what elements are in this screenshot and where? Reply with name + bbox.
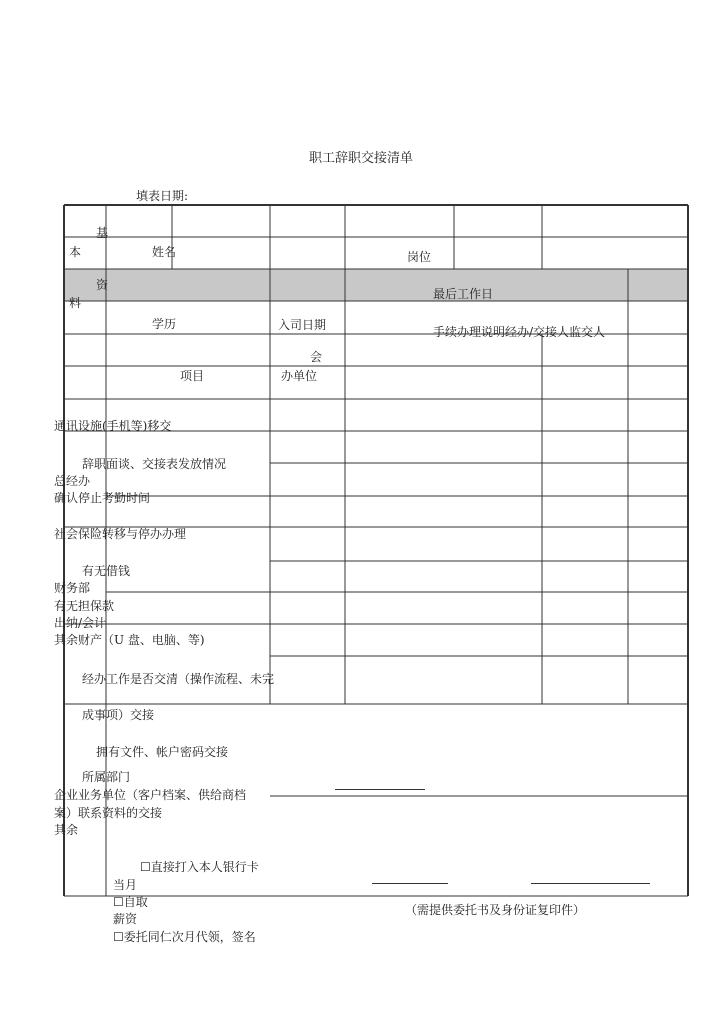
row-attendance: 确认停止考勤时间 [54,491,151,505]
label-ben: 本 [69,245,82,259]
label-zi: 资 [96,278,109,292]
label-liao: 料 [69,296,82,310]
label-education: 学历 [152,317,177,331]
row-guarantee: 有无担保款 [54,599,115,613]
procedure-header: 手续办理说明经办/交接人监交人 [433,325,606,339]
label-item: 项目 [180,369,205,383]
signature-line [335,789,425,790]
row-enterprise-1: 企业业务单位（客户档案、供给商档 [54,788,247,802]
page-title: 职工辞职交接清单 [309,151,414,166]
row-other-assets: 其余财产（U 盘、电脑、等) [54,633,205,647]
row-social: 社会保险转移与停办办理 [54,527,187,541]
label-entry-date: 入司日期 [278,318,327,332]
row-dept: 所属部门 [82,770,131,784]
salary-current-month: 当月 [113,878,138,892]
salary-label: 薪资 [113,912,138,926]
row-files: 拥有文件、帐户密码交接 [96,745,229,759]
row-other: 其余 [54,823,79,837]
row-interview: 辞职面谈、交接表发放情况 [82,457,227,471]
fill-date-label: 填表日期: [136,189,189,203]
row-loan: 有无借钱 [82,564,131,578]
salary-note: （需提供委托书及身份证复印件） [405,903,586,917]
label-last-work-day: 最后工作日 [433,287,494,301]
label-name: 姓名 [152,245,177,259]
row-gm-office: 总经办 [54,474,91,488]
row-handover-1: 经办工作是否交清（操作流程、未完 [82,672,275,686]
row-cashier: 出纳/会计 [54,616,107,630]
signature-line [531,883,650,884]
label-hui: 会 [310,350,323,364]
signature-line [372,883,448,884]
row-handover-2: 成事项）交接 [82,708,155,722]
salary-option-proxy: ☐委托同仁次月代领，签名 [113,930,256,944]
salary-option-self: ☐自取 [113,895,148,909]
row-enterprise-2: 案）联系资料的交接 [54,806,163,820]
label-dept-line: 办单位 [281,369,318,383]
row-finance: 财务部 [54,581,91,595]
label-position: 岗位 [407,250,432,264]
row-comm: 通讯设施(手机等)移交 [54,419,172,433]
salary-option-bank: ☐直接打入本人银行卡 [140,860,259,874]
label-ji: 基 [96,226,109,240]
